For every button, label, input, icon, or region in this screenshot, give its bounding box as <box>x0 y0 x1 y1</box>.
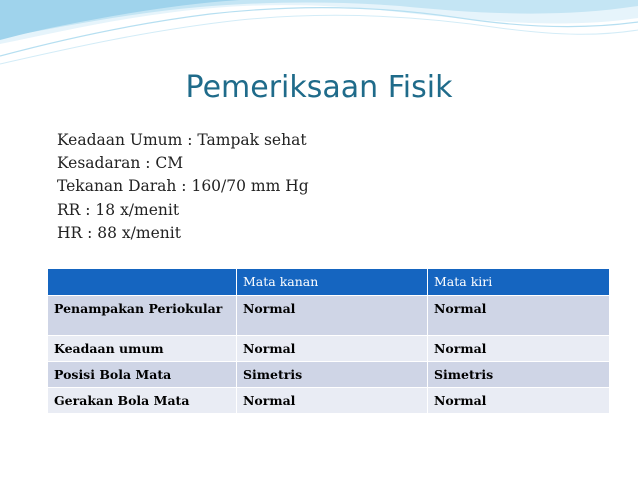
consciousness-line: Kesadaran : CM <box>57 154 184 173</box>
header-empty-cell <box>48 269 237 296</box>
right-eye-value: Simetris <box>237 362 428 388</box>
respiratory-rate-line: RR : 18 x/menit <box>57 200 180 219</box>
heart-rate-line: HR : 88 x/menit <box>57 223 181 242</box>
right-eye-value: Normal <box>237 296 428 336</box>
eye-exam-table <box>47 268 610 414</box>
general-condition-line: Keadaan Umum : Tampak sehat <box>57 131 307 149</box>
row-label: Gerakan Bola Mata <box>48 388 237 414</box>
right-eye-value: Normal <box>237 336 428 362</box>
right-eye-value: Normal <box>237 388 428 414</box>
row-label: Posisi Bola Mata <box>48 362 237 388</box>
blood-pressure-line: Tekanan Darah : 160/70 mm Hg <box>57 177 309 196</box>
left-eye-value: Normal <box>428 296 610 336</box>
header-right-eye: Mata kanan <box>237 269 428 296</box>
left-eye-value: Normal <box>428 388 610 414</box>
page-title-text: Pemeriksaan Fisik <box>185 70 453 105</box>
table-row <box>48 296 610 336</box>
left-eye-value: Simetris <box>428 362 610 388</box>
exam-summary <box>57 129 309 245</box>
header-left-eye: Mata kiri <box>428 269 610 296</box>
table-row <box>48 336 610 362</box>
page-title <box>0 70 638 105</box>
table-row <box>48 362 610 388</box>
row-label: Keadaan umum <box>48 336 237 362</box>
table-row <box>48 388 610 414</box>
left-eye-value: Normal <box>428 336 610 362</box>
table-header-row <box>48 269 610 296</box>
header-wave-decoration <box>0 0 638 80</box>
row-label: Penampakan Periokular <box>48 296 237 336</box>
